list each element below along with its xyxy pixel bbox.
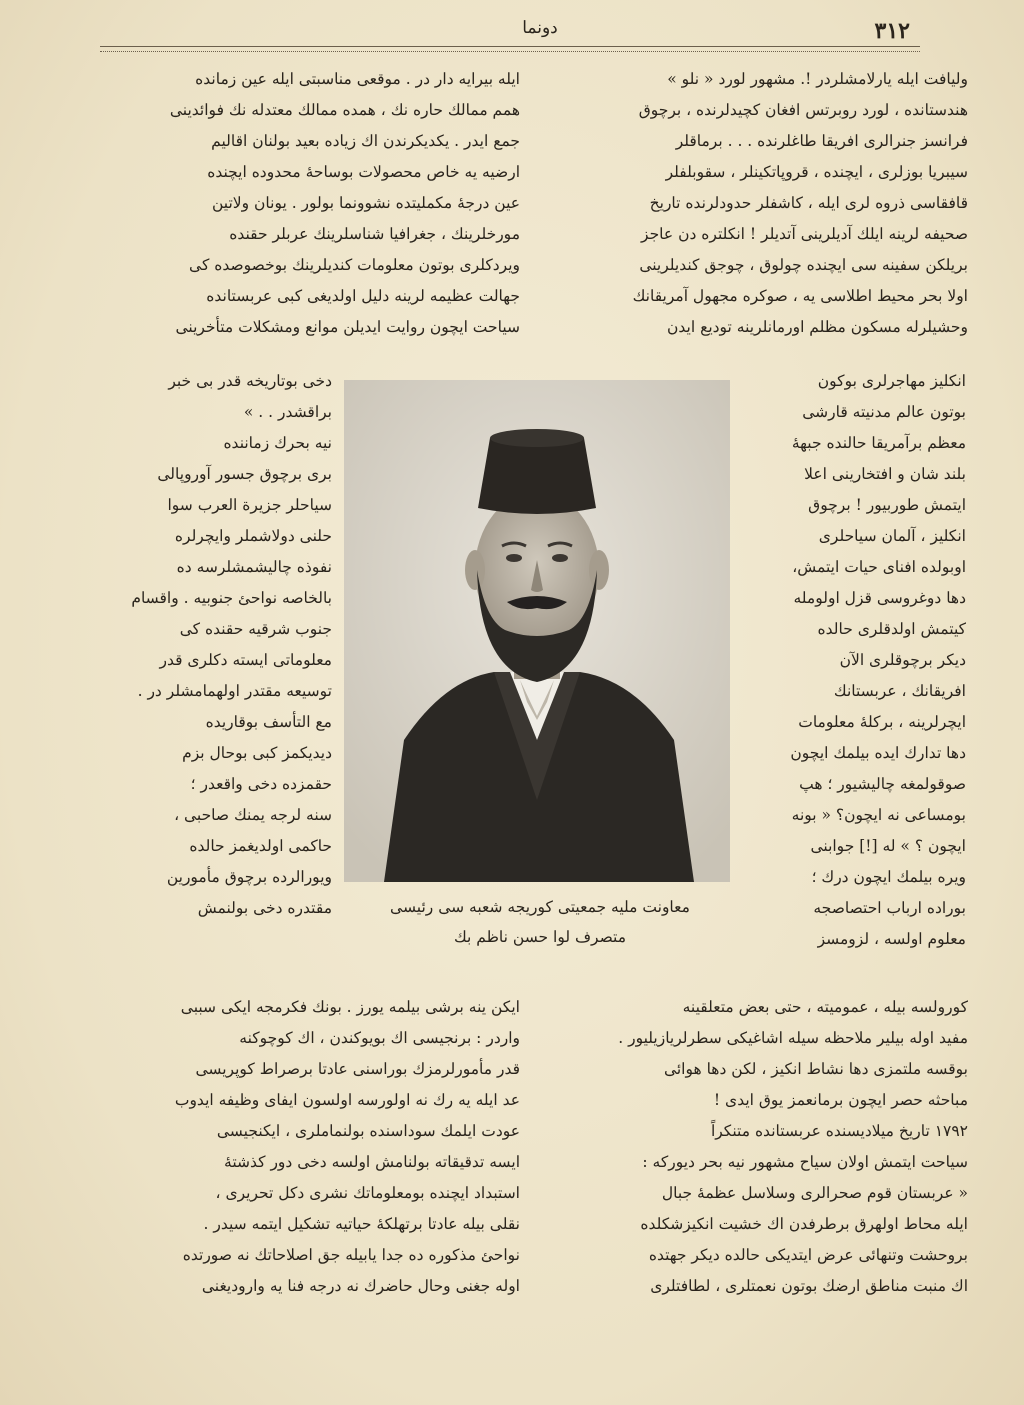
text-line: عودت ايلمك سوداسنده بولنماملرى ، ايكنجيسى xyxy=(216,1122,520,1140)
text-line: قافقاسى ذروه لرى ايله ، كاشفلر حدودلرنده تاريخ xyxy=(649,194,968,212)
text-line: اوله جغنى وحال حاضرك نه درجه فنا يه واروديغنى xyxy=(201,1277,520,1295)
text-line: « عربستان قوم صحرالرى وسلاسل عظمهٔ جبال xyxy=(661,1184,968,1202)
text-line: جنوب شرقيه حقنده كى xyxy=(179,620,332,638)
caption-line: معاونت مليه جمعيتى كوريجه شعبه سى رئيسى xyxy=(390,898,690,916)
text-line: اك منبت مناطق ارضك بوتون نعمتلرى ، لطافتلرى xyxy=(650,1277,968,1295)
column-right-bottom xyxy=(558,992,968,1302)
portrait-caption xyxy=(340,892,740,952)
text-line: افريقانك ، عربستانك xyxy=(833,682,966,700)
text-line: مورخلرينك ، جغرافيا شناسلرينك عربلر حقنده xyxy=(229,225,520,243)
text-line: وحشيلرله مسكون مظلم اورمانلرينه توديع ايدن xyxy=(667,318,968,336)
text-line: براقشدر . . » xyxy=(243,403,332,421)
text-line: ١٧٩٢ تاريخ ميلاديسنده عربستانده متنكراً xyxy=(710,1122,968,1140)
text-line: ايچون ؟ » له [!] جوابنى xyxy=(810,837,966,855)
text-line: كورولسه بيله ، عموميته ، حتى بعض متعلقينه xyxy=(682,998,968,1016)
text-line: ارضيه يه خاص محصولات بوساحهٔ محدوده ايچنده xyxy=(207,163,520,181)
text-line: مقتدره دخى بولنمش xyxy=(197,899,332,917)
text-line: ايتمش طوربيور ! برچوق xyxy=(808,496,966,514)
text-line: سنه لرجه يمنك صاحبى ، xyxy=(174,806,332,824)
text-line: ايله محاط اولهرق برطرفدن اك خشيت انكيزشكلده xyxy=(640,1215,968,1233)
text-line: انكليز ، آلمان سياحلرى xyxy=(818,527,966,545)
text-line: استبداد ايچنده بومعلوماتك نشرى دكل تحريرى ، xyxy=(215,1184,520,1202)
caption-line: متصرف لوا حسن ناظم بك xyxy=(453,928,627,946)
text-line: هندستانده ، لورد روبرتس افغان كچيدلرنده ، برچوق xyxy=(638,101,968,119)
text-line: واردر : برنجيسى اك بويوكندن ، اك كوچوكنه xyxy=(239,1029,520,1047)
text-line: اولا بحر محيط اطلاسى يه ، صوكره مجهول آمريقانك xyxy=(632,287,968,305)
text-line: معظم برآمريقا حالنده جبههٔ xyxy=(791,434,966,452)
portrait-photo-icon xyxy=(344,380,730,882)
text-line: سياحت ايتمش اولان سياح مشهور نيه بحر ديوركه : xyxy=(642,1153,968,1171)
text-line: نواحئ مذكوره ده جدا يابيله جق اصلاحاتك نه صورتده xyxy=(182,1246,520,1264)
text-line: ويردكلرى بوتون معلومات كنديلرينك بوخصوصده كى xyxy=(189,256,520,274)
text-line: نفوذه چاليشمشلرسه ده xyxy=(176,558,332,576)
text-line: همم ممالك حاره نك ، همده ممالك معتدله نك فوائدينى xyxy=(169,101,520,119)
text-line: عين درجهٔ مكمليتده نشوونما بولور . يونان ولاتين xyxy=(211,194,520,212)
text-line: برى برچوق جسور آوروپالى xyxy=(157,465,332,483)
text-line: بالخاصه نواحئ جنوبيه . واقسام xyxy=(131,589,332,607)
text-line: انكليز مهاجرلرى بوكون xyxy=(817,372,966,390)
page-number: ٣١٢ xyxy=(874,18,910,44)
page-header xyxy=(100,18,920,44)
column-right-mid xyxy=(744,366,966,955)
text-line: بريلكن سفينه سى ايچنده چولوق ، چوجق كنديلرينى xyxy=(639,256,968,274)
column-right-top xyxy=(558,64,968,343)
text-line: معلوم اولسه ، لزومسز xyxy=(817,930,966,948)
text-line: ايسه تدقيقاته بولنامش اولسه دخى دور كذشتهٔ xyxy=(224,1153,520,1171)
text-line: مع التأسف بوقاريده xyxy=(205,713,332,731)
text-line: صحيفه لرينه ايلك آديلرينى آتديلر ! انكلتره دن عاجز xyxy=(641,225,968,243)
text-line: دها تدارك ايده بيلمك ايچون xyxy=(790,744,966,762)
text-line: فرانسز جنرالرى افريقا طاغلرنده . . . برماقلر xyxy=(675,132,968,150)
text-line: توسيعه مقتدر اولهمامشلر در . xyxy=(137,682,332,700)
text-line: سياحت ايچون روايت ايديلن موانع ومشكلات متأخرينى xyxy=(175,318,520,336)
running-title: دونما xyxy=(522,18,558,38)
text-line: بوتون عالم مدنيته قارشى xyxy=(802,403,966,421)
text-line: مفيد اوله بيلير ملاحظه سيله اشاغيكى سطرلريازيليور . xyxy=(618,1029,968,1047)
text-line: بوقسه ملتمزى دها نشاط انكيز ، لكن دها هوائى xyxy=(663,1060,968,1078)
text-line: بروحشت وتنهائى عرض ايتديكى حالده ديكر جهتده xyxy=(648,1246,968,1264)
text-line: بلند شان و افتخارينى اعلا xyxy=(804,465,966,483)
column-left-bottom xyxy=(100,992,520,1302)
column-left-mid xyxy=(100,366,332,924)
text-line: كيتمش اولدقلرى حالده xyxy=(817,620,966,638)
text-line: ويره بيلمك ايچون درك ؛ xyxy=(811,868,966,886)
text-line: دها دوغروسى قزل اولومله xyxy=(793,589,966,607)
header-rule xyxy=(100,46,920,52)
text-line: ويورالرده برچوق مأمورين xyxy=(166,868,332,886)
text-line: بومساعى نه ايچون؟ « بونه xyxy=(791,806,966,824)
text-line: حلنى دولاشملر وايچرلره xyxy=(174,527,332,545)
text-line: ايله بيرايه دار در . موقعى مناسبتى ايله عين زمانده xyxy=(195,70,520,88)
text-line: ديديكمز كبى بوحال بزم xyxy=(182,744,332,762)
text-line: دخى بوتاريخه قدر بى خبر xyxy=(168,372,332,390)
text-line: ايكن ينه برشى بيلمه يورز . بونك فكرمجه ايكى سببى xyxy=(180,998,520,1016)
text-line: ديكر برچوقلرى الآن xyxy=(839,651,966,669)
text-line: سيبريا بوزلرى ، ايچنده ، قروپاتكينلر ، سقوبلفلر xyxy=(665,163,968,181)
text-line: قدر مأمورلرمزك بوراسنى عادتا برصراط كوپريسى xyxy=(195,1060,520,1078)
text-line: عد ايله يه رك نه اولورسه اولسون ايفاى وظيفه ايدوب xyxy=(174,1091,520,1109)
text-line: حاكمى اولديغمز حالده xyxy=(189,837,332,855)
text-line: صوقولمغه چاليشيور ؛ هپ xyxy=(799,775,966,793)
text-line: حقمزده دخى واقعدر ؛ xyxy=(190,775,332,793)
text-line: جهالت عظيمه لرينه دليل اولديغى كبى عربستانده xyxy=(206,287,520,305)
text-line: بوراده ارباب احتصاصجه xyxy=(813,899,966,917)
text-line: جمع ايدر . يكديكرندن اك زياده بعيد بولنان اقاليم xyxy=(211,132,520,150)
text-line: سياحلر جزيرة العرب سوا xyxy=(167,496,332,514)
text-line: نقلى بيله عادتا برتهلكهٔ حياتيه تشكيل ايتمه سيدر . xyxy=(203,1215,520,1233)
text-line: مباحثه حصر ايچون برمانعمز يوق ايدى ! xyxy=(713,1091,968,1109)
text-line: ايچرلرينه ، بركلهٔ معلومات xyxy=(798,713,966,731)
text-line: معلوماتى ايسته دكلرى قدر xyxy=(159,651,332,669)
text-line: اوبولده افناى حيات ايتمش، xyxy=(792,558,966,576)
text-line: وليافت ايله يارلامشلردر !. مشهور لورد « نلو » xyxy=(667,70,968,88)
text-line: نيه بحرك زماننده xyxy=(223,434,332,452)
column-left-top xyxy=(100,64,520,343)
